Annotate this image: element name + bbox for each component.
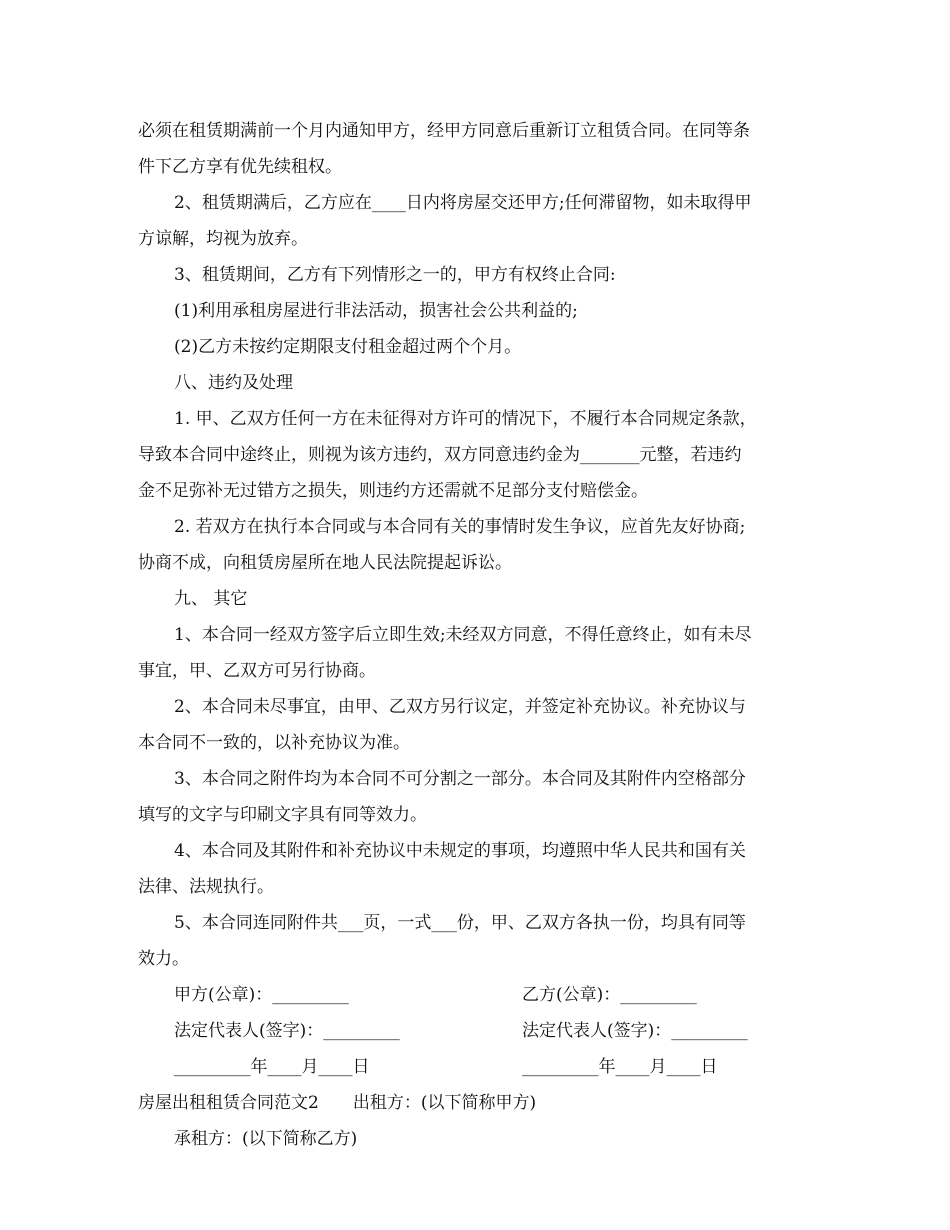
paragraph-line: 件下乙方享有优先续租权。 [138,157,342,177]
paragraph-line: 3、本合同之附件均为本合同不可分割之一部分。本合同及其附件内空格部分 [174,769,746,789]
paragraph-line: 方谅解，均视为放弃。 [138,229,308,249]
paragraph-line: 导致本合同中途终止，则视为该方违约，双方同意违约金为_______元整，若违约 [138,445,742,465]
party-a-date-field: _________年____月____日 [174,1057,370,1077]
paragraph-line: 法律、法规执行。 [138,877,274,897]
paragraph-line: 1. 甲、乙双方任何一方在未征得对方许可的情况下，不履行本合同规定条款， [174,409,757,429]
paragraph-line: 本合同不一致的，以补充协议为准。 [138,733,410,753]
party-a-seal-field: 甲方(公章)：_________ [174,985,349,1005]
party-a-representative-field: 法定代表人(签字)：_________ [174,1021,400,1041]
paragraph-line: 协商不成，向租赁房屋所在地人民法院提起诉讼。 [138,553,512,573]
section-heading: 八、违约及处理 [174,373,293,393]
lessee-line: 承租方：(以下简称乙方) [174,1129,358,1149]
party-b-seal-field: 乙方(公章)：_________ [522,985,697,1005]
paragraph-line: 1、本合同一经双方签字后立即生效;未经双方同意，不得任意终止，如有未尽 [174,625,752,645]
paragraph-line: 2. 若双方在执行本合同或与本合同有关的事情时发生争议，应首先友好协商; [174,517,746,537]
party-b-date-field: _________年____月____日 [522,1057,718,1077]
paragraph-line: 事宜，甲、乙双方可另行协商。 [138,661,376,681]
paragraph-line: 效力。 [138,949,189,969]
paragraph-line: 必须在租赁期满前一个月内通知甲方，经甲方同意后重新订立租赁合同。在同等条 [138,121,750,141]
section-heading: 九、 其它 [174,589,248,609]
paragraph-line: 5、本合同连同附件共___页，一式___份，甲、乙双方各执一份，均具有同等 [174,913,746,933]
list-item: (2)乙方未按约定期限支付租金超过两个个月。 [174,337,522,357]
paragraph-line: 2、租赁期满后，乙方应在____日内将房屋交还甲方;任何滞留物，如未取得甲 [174,193,752,213]
list-item: (1)利用承租房屋进行非法活动，损害社会公共利益的; [174,301,578,321]
next-contract-heading: 房屋出租租赁合同范文2 出租方：(以下简称甲方) [138,1093,537,1113]
paragraph-line: 3、租赁期间，乙方有下列情形之一的，甲方有权终止合同: [174,265,616,285]
paragraph-line: 金不足弥补无过错方之损失，则违约方还需就不足部分支付赔偿金。 [138,481,648,501]
paragraph-line: 4、本合同及其附件和补充协议中未规定的事项，均遵照中华人民共和国有关 [174,841,746,861]
paragraph-line: 2、本合同未尽事宜，由甲、乙双方另行议定，并签定补充协议。补充协议与 [174,697,746,717]
paragraph-line: 填写的文字与印刷文字具有同等效力。 [138,805,427,825]
party-b-representative-field: 法定代表人(签字)：_________ [522,1021,748,1041]
